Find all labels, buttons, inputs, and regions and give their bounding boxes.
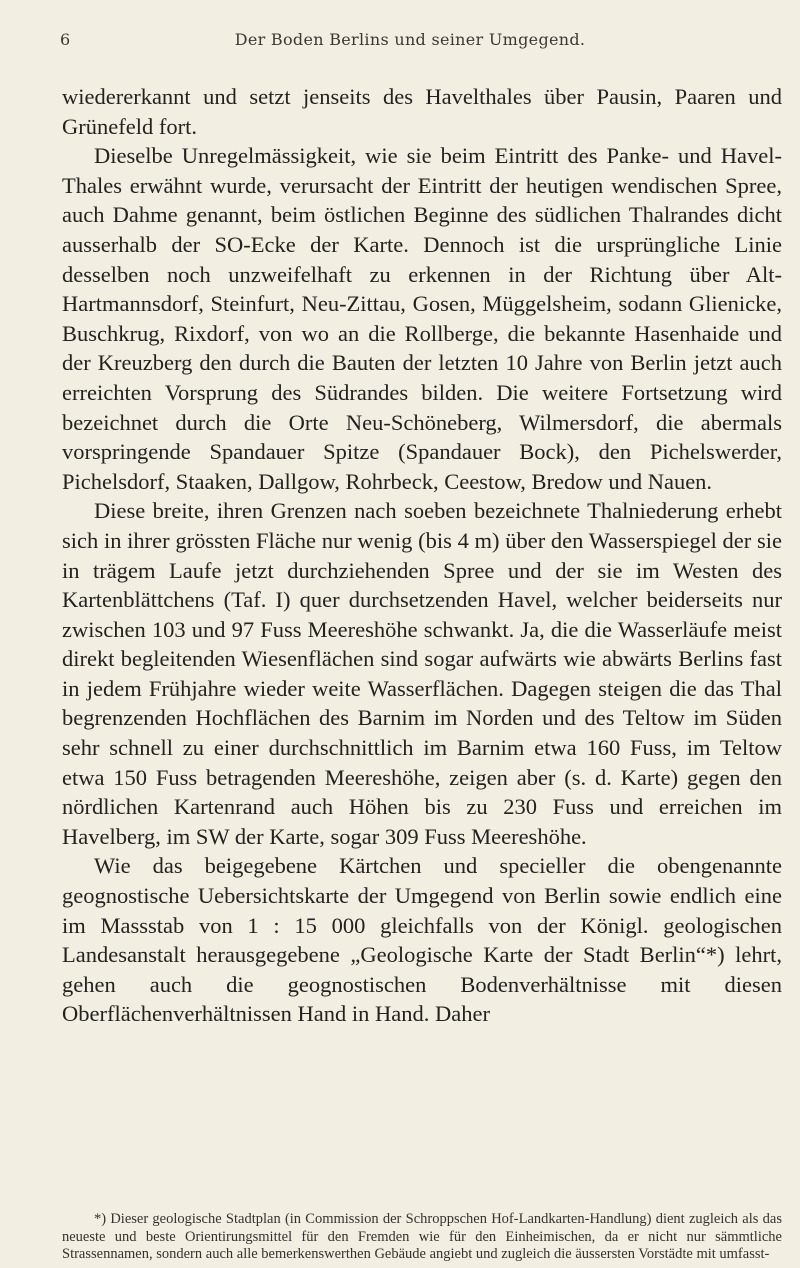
paragraph-geognostic: Wie das beigegebene Kärtchen und specieller die obengenannte geognostische Uebersichtskarte der Umgegend von Berlin sowie endlich eine im Massstab von 1 : 15 000 gleichfalls von der Königl. geologischen Landesanstalt herausgegebene „Geologische Karte der Stadt Berlin“*) lehrt, gehen auch die geognostischen Bodenverhältnisse mit diesen Oberflächenverhältnissen Hand in Hand. Daher: [62, 853, 782, 1027]
page-header: [60, 30, 760, 54]
body-text: [62, 82, 782, 1029]
paragraph-thalniederung: Diese breite, ihren Grenzen nach soeben bezeichnete Thalniederung erhebt sich in ihrer grössten Fläche nur wenig (bis 4 m) über den Wasserspiegel der sie in trägem Laufe jetzt durchziehenden Spree und der sie im Westen des Kartenblättchens (Taf. I) quer durchsetzenden Havel, welcher beiderseits nur zwischen 103 und 97 Fuss Meereshöhe schwankt. Ja, die die Wasserläufe meist direkt begleitenden Wiesenflächen sind sogar aufwärts wie abwärts Berlins fast in jedem Frühjahre wieder weite Wasserflächen. Dagegen steigen die das Thal begrenzenden Hochflächen des Barnim im Norden und des Teltow im Süden sehr schnell zu einer durchschnittlich im Barnim etwa 160 Fuss, im Teltow etwa 150 Fuss betragenden Meereshöhe, zeigen aber (s. d. Karte) gegen den nördlichen Kartenrand auch Höhen bis zu 230 Fuss und erreichen im Havelberg, im SW der Karte, sogar 309 Fuss Meereshöhe.: [62, 498, 782, 849]
page-number: 6: [60, 30, 71, 49]
paragraph-continued: wiedererkannt und setzt jenseits des Havelthales über Pausin, Paaren und Grünefeld fort.: [62, 84, 782, 139]
footnote: *) Dieser geologische Stadtplan (in Commission der Schroppschen Hof-Landkarten-Handlung) dient zugleich als das neueste und beste Orientirungsmittel für den Fremden wie für den Einheimischen, da er nicht nur sämmtliche Strassennamen, sondern auch alle bemerkenswerthen Gebäude angiebt und zugleich die äussersten Vorstädte mit umfasst-: [62, 1211, 782, 1263]
paragraph-dahme: Dieselbe Unregelmässigkeit, wie sie beim Eintritt des Panke- und Havel-Thales erwähnt wurde, verursacht der Eintritt der heutigen wendischen Spree, auch Dahme genannt, beim östlichen Beginne des südlichen Thalrandes dicht ausserhalb der SO-Ecke der Karte. Dennoch ist die ursprüngliche Linie desselben noch unzweifelhaft zu erkennen in der Richtung über Alt-Hartmannsdorf, Steinfurt, Neu-Zittau, Gosen, Müggelsheim, sodann Glienicke, Buschkrug, Rixdorf, von wo an die Rollberge, die bekannte Hasenhaide und der Kreuzberg den durch die Bauten der letzten 10 Jahre von Berlin jetzt auch erreichten Vorsprung des Südrandes bilden. Die weitere Fortsetzung wird bezeichnet durch die Orte Neu-Schöneberg, Wilmersdorf, die abermals vorspringende Spandauer Spitze (Spandauer Bock), den Pichelswerder, Pichelsdorf, Staaken, Dallgow, Rohrbeck, Ceestow, Bredow und Nauen.: [62, 143, 782, 494]
running-title: Der Boden Berlins und seiner Umgegend.: [234, 30, 586, 49]
